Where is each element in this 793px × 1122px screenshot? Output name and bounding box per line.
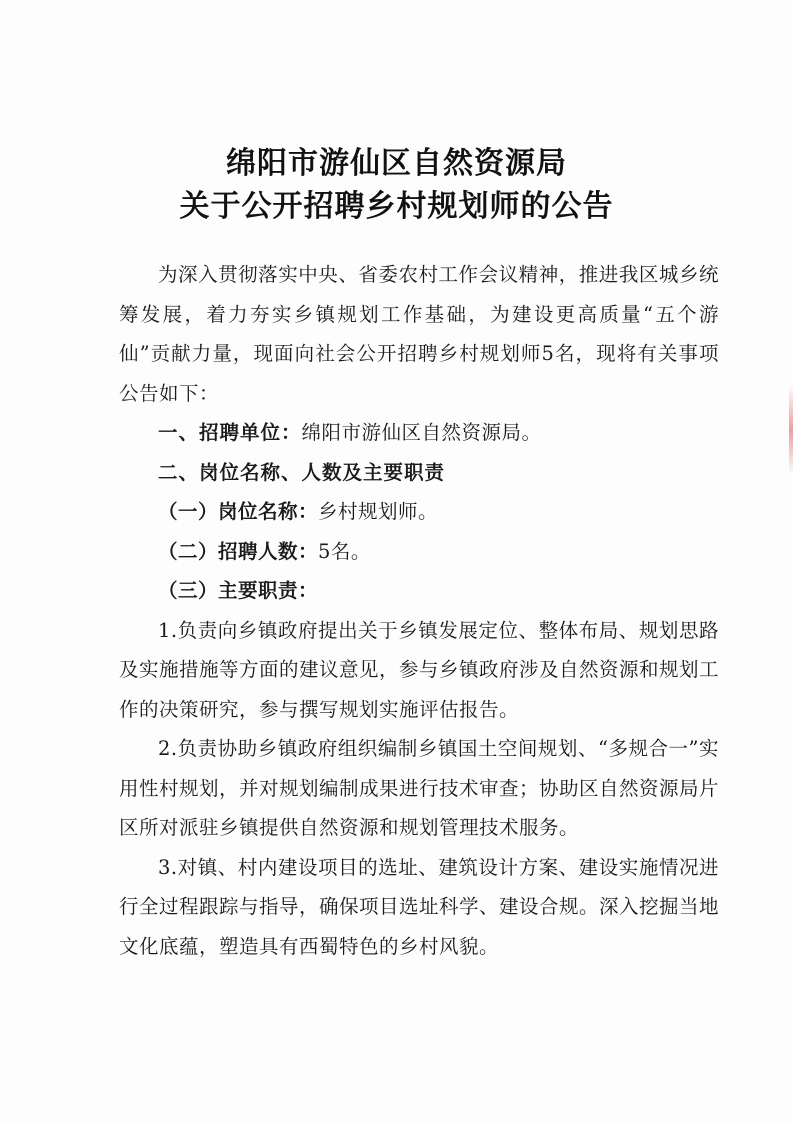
sub1-position-name: [119, 492, 719, 532]
duty-item-1: 1.负责向乡镇政府提出关于乡镇发展定位、整体布局、规划思路及实施措施等方面的建议意见，参与乡镇政府涉及自然资源和规划工作的决策研究，参与撰写规划实施评估报告。: [119, 618, 720, 721]
duty-item-2: 2.负责协助乡镇政府组织编制乡镇国土空间规划、“多规合一”实用性村规划，并对规划编制成果进行技术审查；协助区自然资源局片区所对派驻乡镇提供自然资源和规划管理技术服务。: [119, 737, 720, 839]
seal-edge-mark: [789, 385, 793, 475]
document-title-line2: 关于公开招聘乡村规划师的公告: [179, 189, 614, 224]
section1-value: 绵阳市游仙区自然资源局。: [301, 421, 542, 444]
sub3-main-duties: （三）主要职责：: [158, 579, 319, 602]
intro-paragraph: 为深入贯彻落实中央、省委农村工作会议精神，推进我区城乡统筹发展，着力夯实乡镇规划工作基础，为建设更高质量“五个游仙”贡献力量，现面向社会公开招聘乡村规划师5名，现将有关事项公告如下：: [119, 263, 719, 405]
sub2-label: （二）招聘人数：: [158, 539, 319, 563]
sub1-value: 乡村规划师。: [318, 500, 439, 523]
section2-heading: 二、岗位名称、人数及主要职责: [158, 460, 446, 484]
sub2-headcount: [119, 532, 719, 572]
section1-label: 一、招聘单位：: [158, 421, 302, 444]
document-body: [119, 255, 719, 966]
duty-item-3: 3.对镇、村内建设项目的选址、建筑设计方案、建设实施情况进行全过程跟踪与指导，确保项目选址科学、建设合规。深入挖掘当地文化底蕴，塑造具有西蜀特色的乡村风貌。: [119, 855, 720, 958]
section1-recruiting-unit: [119, 413, 719, 453]
document-title-line1: 绵阳市游仙区自然资源局: [226, 146, 567, 181]
sub1-label: （一）岗位名称：: [158, 500, 319, 523]
sub2-value: 5名。: [318, 539, 371, 563]
